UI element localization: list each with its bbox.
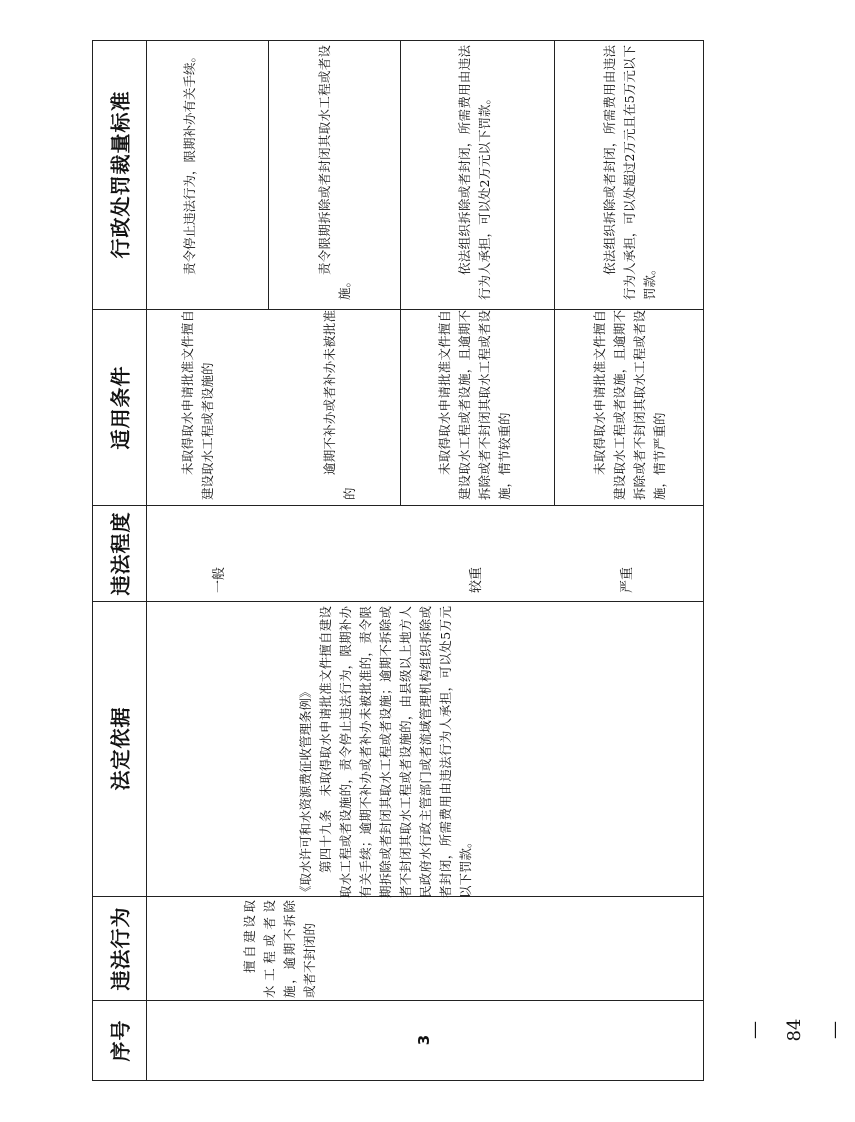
line-col-degree: [92, 505, 704, 506]
line-sub-1: [268, 40, 269, 310]
standard-2: 责令限期拆除或者封闭其取水工程或者设施。: [317, 45, 352, 300]
degree-serious: 严重: [620, 567, 635, 594]
header-degree: [92, 505, 146, 601]
line-sub-2: [400, 40, 401, 506]
basis-body: 第四十九条 未取得取水申请批准文件擅自建设取水工程或者设施的，责令停止违法行为，限期补办有关手续；逾期不补办或者补办未被批准的，责令限期拆除或者封闭其取水工程或者设施；逾期不拆除或者不封闭其取水工程或者设施的，由县级以上地方人民政府水行政主管部门或者流域管理机构组织拆除或者封闭，所需费用由违法行为人承担，可以处5万元以下罚款。: [318, 606, 473, 898]
degree-heavier: 较重: [469, 567, 484, 594]
line-top: [92, 40, 704, 41]
basis-text: [296, 606, 526, 898]
standard-1: 责令停止违法行为，限期补办有关手续。: [182, 49, 197, 275]
degree-general: 一般: [212, 567, 227, 594]
condition-4: 未取得取水申请批准文件擅自建设取水工程或者设施，且逾期不拆除或者不封闭其取水工程或者设施，情节严重的: [592, 310, 667, 500]
header-condition-text: 适用条件: [108, 365, 133, 449]
header-basis: [92, 601, 146, 896]
cell-index-text: 3: [415, 1034, 434, 1046]
header-standard-text: 行政处罚裁量标准: [108, 90, 133, 259]
header-degree-text: 违法程度: [108, 511, 133, 595]
line-col-basis: [92, 601, 704, 602]
header-condition: [92, 309, 146, 505]
basis-title: 《取水许可和水资源费征收管理条例》: [298, 685, 313, 898]
condition-2: 逾期不补办或者补办未被批准的: [322, 310, 357, 500]
page-number: — 84 —: [744, 1018, 845, 1042]
header-index: [92, 1000, 146, 1080]
behavior-text: 擅自建设取水工程或者设施，逾期不拆除或者不封闭的: [242, 900, 317, 998]
standard-4: 依法组织拆除或者封闭，所需费用由违法行为人承担，可以处超过2万元且在5万元以下罚款。: [602, 45, 657, 300]
header-behavior: [92, 896, 146, 1000]
line-right: [703, 40, 704, 1081]
header-index-text: 序号: [108, 1019, 133, 1061]
standard-3: 依法组织拆除或者封闭，所需费用由违法行为人承担，可以处2万元以下罚款。: [457, 45, 492, 300]
header-behavior-text: 违法行为: [108, 906, 133, 990]
line-sub-3: [554, 40, 555, 506]
header-standard: [92, 40, 146, 309]
condition-1: 未取得取水申请批准文件擅自建设取水工程或者设施的: [180, 310, 215, 500]
header-basis-text: 法定依据: [108, 706, 133, 791]
condition-3: 未取得取水申请批准文件擅自建设取水工程或者设施，且逾期不拆除或者不封闭其取水工程或者设施，情节较重的: [437, 310, 512, 500]
